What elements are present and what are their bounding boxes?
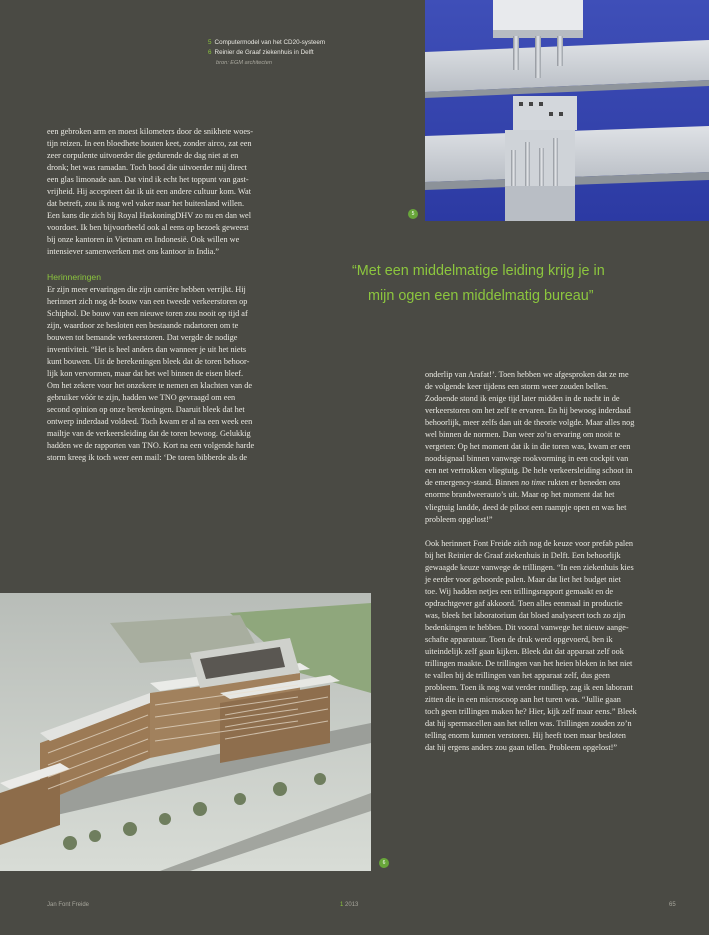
text-line: zeer corpulente uitvoerder die gedurende de dag niet at en (47, 151, 239, 161)
text-line (425, 453, 683, 465)
pull-quote-line: “Met een middelmatige leiding krijg je in (352, 263, 605, 279)
text-segment: de emergency-stand. Binnen (425, 478, 522, 488)
caption-text: Computermodel van het CD20-systeem (214, 39, 326, 46)
text-line: zijn, waardoor ze besloten een bestaande radartoren om te (47, 320, 239, 330)
text-line: bij onze kantoren in Vietnam en Indonesië. Ook willen we (47, 235, 240, 245)
text-line: herinnert zich nog de bouw van een tweede verkeerstoren op (47, 296, 248, 306)
text-line (425, 502, 683, 514)
emphasis-text: no time (521, 478, 546, 488)
text-segment: wel binnen de normen. Dan weer zo’n ervaring om nooit te (425, 430, 621, 440)
text-line: trillingen maakte. De trillingen van het heien bleken in het niet (425, 659, 633, 669)
text-line: tijn reizen. In een bloedhete houten keet, zonder airco, zat een (47, 139, 252, 149)
text-line: je eerder voor geboorde palen. Maar dat liet het budget niet (425, 574, 621, 584)
text-line (425, 417, 683, 429)
right-column (425, 369, 683, 754)
text-line: een glas limonade aan. Dat vind ik echt het toppunt van gast- (47, 175, 249, 185)
text-line: Schiphol. De bouw van een nieuwe toren zou nooit op tijd af (47, 308, 248, 318)
herinneringen-paragraph (47, 284, 305, 465)
caption-item (208, 48, 408, 58)
text-line: Ook herinnert Font Freide zich nog de keuze voor prefab palen (425, 538, 634, 548)
page-number: 65 (669, 902, 676, 908)
text-line (425, 465, 683, 477)
text-line: mailtje van de verkeersleiding dat de toren bewoog. Gelukkig (47, 429, 251, 439)
text-line: Om het zekere voor het onzekere te nemen en klachten van de (47, 380, 253, 390)
issue-number: 1 (340, 902, 344, 908)
photo-6-marker: 6 (379, 858, 389, 868)
text-segment: noodsignaal binnen vanwege rookvorming in een cockpit van (425, 454, 629, 464)
footer-issue (340, 902, 358, 908)
text-line: te vallen bij de trillingen van het apparaat zelf, dus geen (425, 671, 610, 681)
text-line: ontwerp inderdaad voldeed. Toch kwam er al na een week een (47, 417, 253, 427)
text-line: bij het Reinier de Graaf ziekenhuis in Delft. Een behoorlijk (425, 550, 621, 560)
text-line (425, 369, 683, 381)
issue-year: 2013 (345, 902, 359, 908)
text-segment: enorme brandweerauto’s uit. Maar op het moment dat het (425, 490, 615, 500)
text-line: bouwen tot bemande verkeerstoren. Dat vergde de nodige (47, 332, 238, 342)
text-line: bedenkingen te hebben. Dit vooral vanwege het nieuw aange- (425, 622, 629, 632)
pull-quote-line: mijn ogen een middelmatig bureau” (368, 288, 594, 304)
text-line (425, 393, 683, 405)
text-line: een gebroken arm en moest kilometers door de snikhete woes- (47, 127, 253, 136)
text-line: telling enorm kunnen verstoren. Hij heeft toen maar besloten (425, 731, 626, 741)
text-line: uiteindelijk zelf gaan kijken. Bleek dat dat apparaat zelf ook (425, 647, 624, 657)
text-line: intensiever samenwerken met ons kantoor in India.” (47, 247, 220, 257)
text-line: Er zijn meer ervaringen die zijn carrière hebben verrijkt. Hij (47, 284, 246, 294)
photo-5-marker: 5 (408, 209, 418, 219)
hospital-rendering-image (0, 593, 371, 871)
text-line: probleem. Toen ik nog wat verder rondliep, zag ik een laborant (425, 683, 633, 693)
text-line: second opinion op onze berekeningen. Daaruit bleek dat het (47, 404, 245, 414)
prefab-palen-paragraph (425, 538, 683, 755)
intro-paragraph (47, 126, 305, 259)
text-line: lijk kon vervormen, maar dat het wel binnen de eisen bleef. (47, 368, 244, 378)
text-line (425, 441, 683, 453)
text-segment: onderlip van Arafat!’. Toen hebben we afgesproken dat ze me (425, 370, 629, 379)
text-segment: verkeerstoren om het zelf te ervaren. En hij bewoog inderdaad (425, 406, 631, 416)
text-line: kunt bouwen. Uit de berekeningen bleek dat de toren behoor- (47, 356, 250, 366)
text-segment: een net vertrokken vliegtuig. De hele verkeersleiding schoot in (425, 466, 633, 476)
text-line: dat hij spermacellen aan het tellen was. Trillingen zouden zo’n (425, 719, 632, 729)
text-line (425, 381, 683, 393)
text-line (425, 477, 683, 489)
text-line (425, 405, 683, 417)
text-line (425, 489, 683, 501)
text-segment: probleem opgelost!” (425, 514, 493, 524)
text-line: dronk; het was ramadan. Toch bood die uitvoerder mij direct (47, 163, 247, 173)
text-line: storm kreeg ik toch weer een mail: ‘De toren bibberde als de (47, 453, 247, 463)
text-line: gebruiker vóór te zijn, hadden we TNO gevraagd om een (47, 392, 236, 402)
text-segment: de volgende keer tijdens een storm weer zouden bellen. (425, 382, 609, 392)
caption-item (208, 38, 408, 48)
subheading-herinneringen: Herinneringen (47, 271, 101, 282)
text-line: toch geen trillingen maken he? Hier, kijk zelf maar eens.” Bleek (425, 707, 637, 717)
cd20-model-image (425, 0, 709, 221)
text-line: voordoet. Ik ben bijvoorbeeld ook al eens op bezoek geweest (47, 223, 249, 233)
text-line: was, bleek het laboratorium dat bloed analyseert toch zo zijn (425, 610, 626, 620)
caption-number: 5 (208, 39, 212, 46)
text-line: schafte apparatuur. Toen de druk werd opgevoerd, ben ik (425, 634, 613, 644)
text-line: vrijheid. Hij accepteert dat ik uit een andere cultuur kom. Wat (47, 187, 251, 197)
text-line (425, 514, 683, 526)
text-line: inventiviteit. “Het is heel anders dan wanneer je uit het niets (47, 344, 247, 354)
pull-quote (352, 259, 692, 309)
text-line: dat betreft, zou ik nog wel vaker naar het buitenland willen. (47, 199, 245, 209)
arafat-paragraph (425, 369, 683, 526)
caption-credit: bron: EGM architecten (216, 60, 272, 66)
text-line: toe. Wij hadden netjes een trillingsrapport gemaakt en de (425, 586, 614, 596)
text-line (425, 429, 683, 441)
caption-number: 6 (208, 49, 212, 56)
text-line: hadden we de rapporten van TNO. Kort na een volgende harde (47, 441, 255, 451)
left-column (47, 126, 305, 464)
text-line: gewaagde keuze vanwege de trillingen. “In een ziekenhuis kies (425, 562, 634, 572)
text-line: dat hij ergens anders zou gaan tellen. Probleem opgelost!” (425, 743, 618, 753)
text-segment: rukten er beneden ons (545, 478, 621, 488)
text-segment: vergeten: Op het moment dat ik in die toren was, kwam er een (425, 442, 631, 452)
text-line: opdrachtgever gaf akkoord. Toen alles eenmaal in productie (425, 598, 623, 608)
photo-caption (208, 38, 408, 68)
text-line: zitten die in een microscoop aan het turen was. “Jullie gaan (425, 695, 621, 705)
text-segment: behoorlijk, meer zelfs dan uit de theorie volgde. Maar alles nog (425, 418, 635, 428)
text-segment: vliegtuig landde, deed de piloot een raampje open en was het (425, 502, 627, 512)
caption-text: Reinier de Graaf ziekenhuis in Delft (214, 49, 314, 56)
footer-author: Jan Font Freide (47, 902, 90, 908)
text-segment: Zodoende stond ik enige tijd later midden in de nacht in de (425, 394, 620, 404)
text-line: Een kans die zich bij Royal HaskoningDHV zo nu en dan wel (47, 211, 251, 221)
